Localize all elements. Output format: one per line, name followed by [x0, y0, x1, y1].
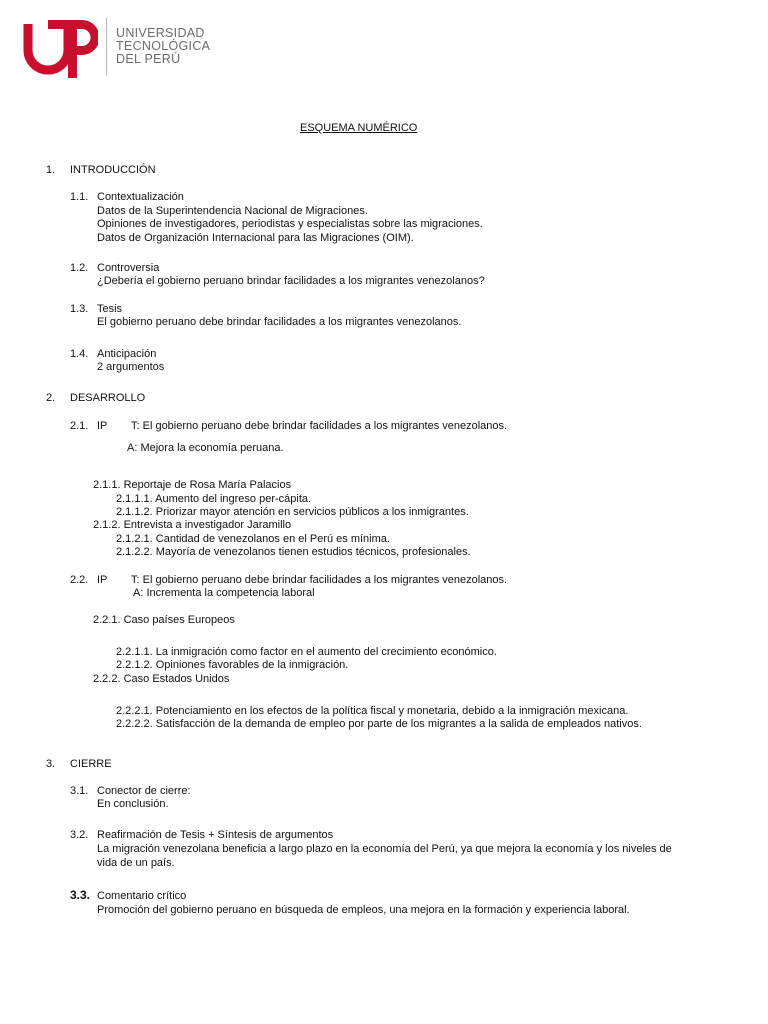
- subsection-number: 1.2.: [70, 262, 89, 274]
- subsection-heading: Controversia: [97, 262, 160, 274]
- subsubsection-heading: 2.2.2. Caso Estados Unidos: [93, 673, 230, 685]
- subsection-heading: Anticipación: [97, 348, 157, 360]
- body-line: vida de un país.: [97, 857, 175, 869]
- body-line: Datos de Organización Internacional para las Migraciones (OIM).: [97, 232, 414, 244]
- body-line: En conclusión.: [97, 798, 169, 810]
- university-name: [116, 27, 210, 67]
- body-line: 2.2.2.2. Satisfacción de la demanda de empleo por parte de los migrantes a la salida de empleados nativos.: [116, 718, 642, 730]
- subsection-heading: Contextualización: [97, 191, 184, 203]
- subsubsection-heading: 2.1.2. Entrevista a investigador Jaramillo: [93, 519, 292, 531]
- subsubsection-heading: 2.1.1. Reportaje de Rosa María Palacios: [93, 479, 292, 491]
- logo-divider: [106, 18, 107, 76]
- section-number: 3.: [46, 758, 56, 770]
- subsection-number: 3.3.: [70, 888, 91, 902]
- ip-label: IP: [97, 420, 108, 432]
- body-line: 2 argumentos: [97, 361, 165, 373]
- section-heading: CIERRE: [70, 758, 112, 770]
- subsection-number: 2.2.: [70, 574, 89, 586]
- subsection-number: 1.1.: [70, 191, 89, 203]
- subsection-heading: Conector de cierre:: [97, 785, 191, 797]
- subsection-heading: Comentario crítico: [97, 890, 187, 902]
- argument-line: A: Mejora la economía peruana.: [127, 442, 284, 454]
- thesis-line: T: El gobierno peruano debe brindar facilidades a los migrantes venezolanos.: [131, 420, 508, 432]
- logo-line: UNIVERSIDAD: [116, 26, 205, 40]
- subsubsection-heading: 2.2.1. Caso países Europeos: [93, 614, 235, 626]
- subsection-number: 1.4.: [70, 348, 89, 360]
- subsection-heading: Tesis: [97, 303, 123, 315]
- subsection-number: 3.2.: [70, 829, 89, 841]
- logo-line: TECNOLÓGICA: [116, 39, 211, 54]
- utp-logo-icon: [22, 16, 98, 80]
- body-line: Datos de la Superintendencia Nacional de Migraciones.: [97, 205, 368, 217]
- section-heading: INTRODUCCIÓN: [70, 164, 156, 176]
- body-line: 2.1.2.1. Cantidad de venezolanos en el Perú es mínima.: [116, 533, 390, 545]
- body-line: 2.2.1.2. Opiniones favorables de la inmigración.: [116, 659, 349, 671]
- subsection-heading: Reafirmación de Tesis + Síntesis de argumentos: [97, 829, 334, 841]
- ip-label: IP: [97, 574, 108, 586]
- body-line: El gobierno peruano debe brindar facilidades a los migrantes venezolanos.: [97, 316, 462, 328]
- document-title: ESQUEMA NUMÉRICO: [300, 122, 418, 134]
- section-heading: DESARROLLO: [70, 392, 146, 404]
- body-line: ¿Debería el gobierno peruano brindar facilidades a los migrantes venezolanos?: [97, 275, 485, 287]
- body-line: La migración venezolana beneficia a largo plazo en la economía del Perú, ya que mejora la economía y los niveles de: [97, 843, 672, 855]
- body-line: Opiniones de investigadores, periodistas y especialistas sobre las migraciones.: [97, 218, 483, 230]
- subsection-number: 1.3.: [70, 303, 89, 315]
- thesis-line: T: El gobierno peruano debe brindar facilidades a los migrantes venezolanos.: [131, 574, 508, 586]
- body-line: 2.2.1.1. La inmigración como factor en el aumento del crecimiento económico.: [116, 646, 497, 658]
- body-line: 2.2.2.1. Potenciamiento en los efectos de la política fiscal y monetaria, debido a la inmigración mexicana.: [116, 705, 629, 717]
- body-line: Promoción del gobierno peruano en búsqueda de empleos, una mejora en la formación y experiencia laboral.: [97, 904, 630, 916]
- subsection-number: 2.1.: [70, 420, 89, 432]
- section-number: 1.: [46, 164, 56, 176]
- argument-line: A: Incrementa la competencia laboral: [133, 587, 315, 599]
- body-line: 2.1.1.2. Priorizar mayor atención en servicios públicos a los inmigrantes.: [116, 506, 469, 518]
- subsection-number: 3.1.: [70, 785, 89, 797]
- body-line: 2.1.1.1. Aumento del ingreso per-cápita.: [116, 493, 312, 505]
- logo-line: DEL PERÚ: [116, 52, 181, 67]
- section-number: 2.: [46, 392, 56, 404]
- body-line: 2.1.2.2. Mayoría de venezolanos tienen estudios técnicos, profesionales.: [116, 546, 471, 558]
